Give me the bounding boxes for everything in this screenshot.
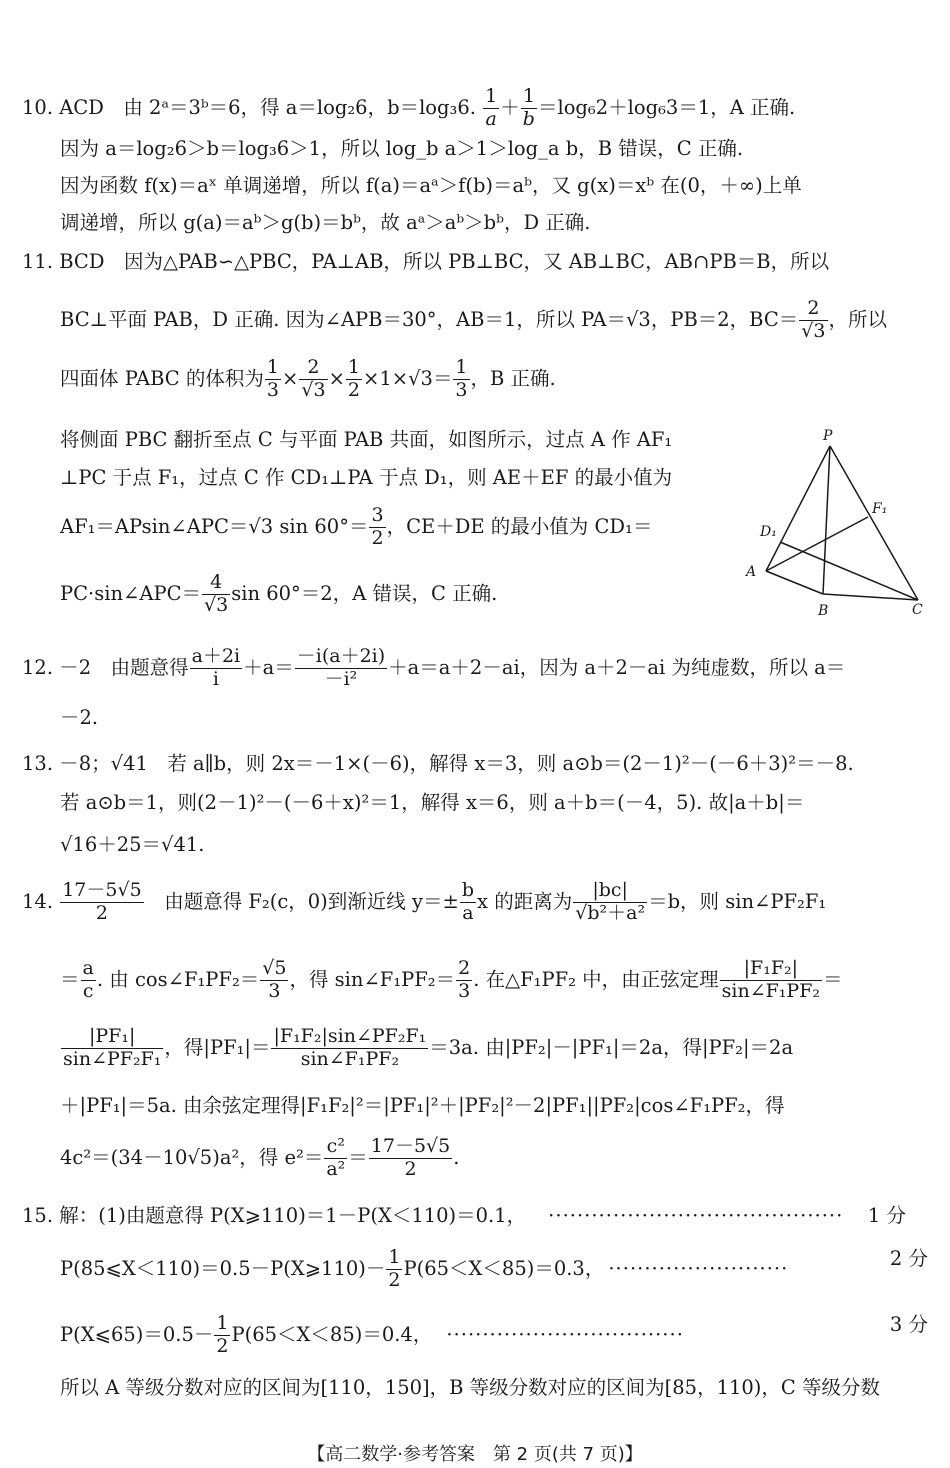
label-D1: D₁ [760,524,777,540]
label-C: C [912,602,923,618]
q11-line1: 11. BCD 因为△PAB∽△PBC，PA⊥AB，所以 PB⊥BC，又 AB⊥BC，AB∩PB＝B，所以 [22,250,830,273]
q11-line5: ⊥PC 于点 F₁，过点 C 作 CD₁⊥PA 于点 D₁，则 AE＋EF 的最小值为 [60,466,673,489]
q10-line1: 10. ACD 由 2ᵃ＝3ᵇ＝6，得 a＝log₂6，b＝log₃6. $\frac{1}{a}$ ＋ $\frac{1}{b}$ ＝log₆2＋log₆3＝1，A 正确. [22,85,796,130]
fraction: $\frac{1}{a}$ [485,85,498,130]
page-footer: 【高二数学·参考答案 第 2 页(共 7 页)】 [307,1444,643,1465]
pyramid-figure [738,424,934,620]
q14-line5: 4c²＝(34－10√5)a²，得 e²＝ $\frac{\text{c²}}{\text{a²}}$ ＝ $\frac{17-5√5}{2}$ . [60,1135,460,1180]
q13-line1: 13. －8；√41 若 a∥b，则 2x＝－1×(－6)，解得 x＝3，则 a⊙b＝(2－1)²－(－6＋3)²＝－8. [22,752,854,775]
q11-line2: BC⊥平面 PAB，D 正确. 因为∠APB＝30°，AB＝1，所以 PA＝√3，PB＝2，BC＝ $\frac{2}{√3}$ ，所以 [60,297,888,342]
label-B: B [818,603,829,619]
q15-line2: P(85⩽X＜110)＝0.5－P(X⩾110)－ $\frac{1}{2}$ P(65＜X＜85)＝0.3， ························· 2 分 [60,1246,928,1291]
q12-line2: －2. [60,706,99,729]
q12-line1: 12. －2 由题意得 $\frac{a+2i}{i}$ ＋a＝ $\frac{-i(a+2i)}{\text{－i²}}$ ＋a＝a＋2－ai，因为 a＋2－ai 为纯虚数，所以 a＝ [22,645,846,690]
q14-line1: 14. $\frac{17-5√5}{2}$ 由题意得 F₂(c，0)到渐近线 y＝± $\frac{b}{a}$ x 的距离为 $\frac{|bc|}{\text{√b²＋a²}}$ ＝b，则 sin∠PF₂F₁ [22,879,827,924]
q10-line2: 因为 a＝log₂6＞b＝log₃6＞1，所以 log_b a＞1＞log_a b，B 错误，C 正确. [60,137,744,160]
q10-line3: 因为函数 f(x)＝aˣ 单调递增，所以 f(a)＝aᵃ＞f(b)＝aᵇ，又 g(x)＝xᵇ 在(0，＋∞)上单 [60,174,802,197]
q15-line1: 15. 解：(1)由题意得 P(X⩾110)＝1－P(X＜110)＝0.1， ········································· 1 分 [22,1204,906,1227]
q11-line3: 四面体 PABC 的体积为 $\frac{1}{3}$ × $\frac{2}{√3}$ × $\frac{1}{2}$ ×1×√3＝ $\frac{1}{3}$ ，B 正确. [60,356,556,401]
q11-line7: PC·sin∠APC＝ $\frac{4}{√3}$ sin 60°＝2，A 错误，C 正确. [60,571,498,616]
q11-line6: AF₁＝APsin∠APC＝√3 sin 60°＝ $\frac{3}{2}$ ，CE＋DE 的最小值为 CD₁＝ [60,504,653,549]
label-P: P [823,428,833,444]
q11-line4: 将侧面 PBC 翻折至点 C 与平面 PAB 共面，如图所示，过点 A 作 AF₁ [60,428,673,451]
q15-line3: P(X⩽65)＝0.5－ $\frac{1}{2}$ P(65＜X＜85)＝0.4， ································· 3 分 [60,1312,928,1357]
q13-line2: 若 a⊙b＝1，则(2－1)²－(－6＋x)²＝1，解得 x＝6，则 a＋b＝(－4，5). 故|a＋b|＝ [60,791,805,814]
q14-line2: ＝ $\frac{a}{c}$ . 由 cos∠F₁PF₂＝ $\frac{√5}{3}$ ，得 sin∠F₁PF₂＝ $\frac{2}{3}$ . 在△F₁PF₂ 中，由正弦定理 $\frac{\text{|F₁F₂|}}{\text{sin∠F₁PF₂}}$ ＝ [60,957,843,1002]
q14-line3: $\frac{\text{|PF₁|}}{\text{sin∠PF₂F₁}}$ ，得|PF₁|＝ $\frac{\text{|F₁F₂|sin∠PF₂F₁}}{\text{sin∠F₁PF₂}}$ ＝3a. 由|PF₂|－|PF₁|＝2a，得|PF₂|＝2a [63,1025,794,1070]
q14-line4: ＋|PF₁|＝5a. 由余弦定理得|F₁F₂|²＝|PF₁|²＋|PF₂|²－2|PF₁||PF₂|cos∠F₁PF₂，得 [60,1094,785,1117]
q10-line4: 调递增，所以 g(a)＝aᵇ＞g(b)＝bᵇ，故 aᵃ＞aᵇ＞bᵇ，D 正确. [60,211,591,234]
fraction: $\frac{1}{b}$ [522,85,535,130]
q15-line4: 所以 A 等级分数对应的区间为[110，150]，B 等级分数对应的区间为[85，110)，C 等级分数 [60,1376,881,1399]
label-F1: F₁ [872,501,888,517]
q13-line3: √16＋25＝√41. [60,833,205,856]
label-A: A [746,564,757,580]
